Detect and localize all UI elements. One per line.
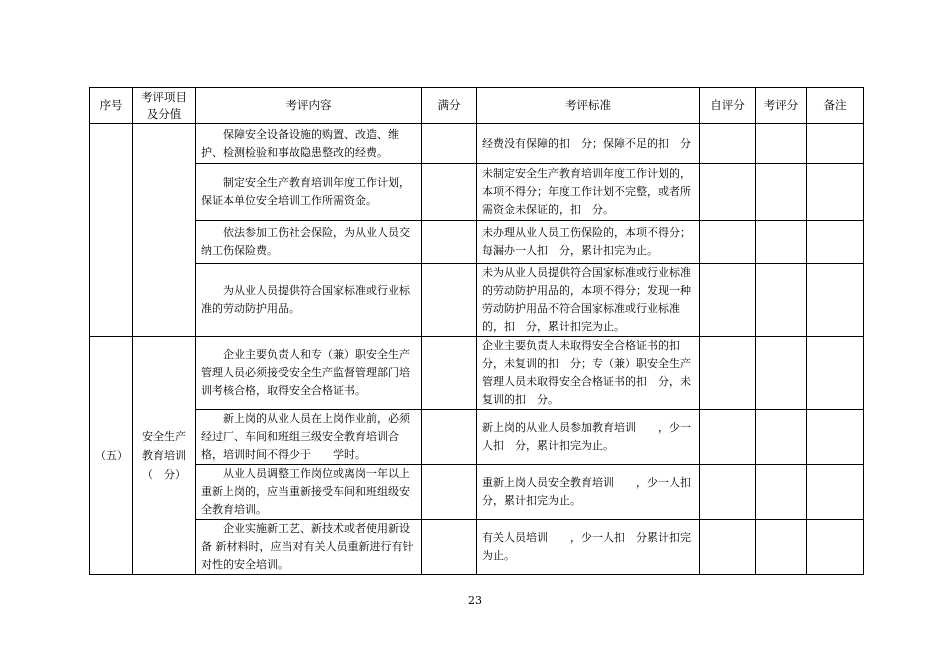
item-cell-empty	[133, 124, 196, 337]
section-item-line1: 安全生产	[142, 430, 186, 443]
note-cell	[807, 264, 864, 337]
full-cell	[422, 337, 477, 410]
standard-cell: 未办理从业人员工伤保险的，本项不得分；每漏办一人扣 分，累计扣完为止。	[477, 221, 700, 264]
self-score-cell	[700, 164, 756, 221]
self-score-cell	[700, 337, 756, 410]
review-score-cell	[756, 164, 807, 221]
section-item-line2: 教育培训	[142, 449, 186, 462]
header-review: 考评分	[756, 88, 807, 124]
self-score-cell	[700, 124, 756, 164]
full-cell	[422, 465, 477, 520]
table-row	[90, 465, 864, 520]
header-content: 考评内容	[196, 88, 422, 124]
table-row	[90, 124, 864, 164]
standard-cell: 企业主要负责人未取得安全合格证书的扣 分，未复训的扣 分；专（兼）职安全生产管理人员未取得安全合格证书的扣 分，未复训的扣 分。	[477, 337, 700, 410]
table-row	[90, 164, 864, 221]
review-score-cell	[756, 337, 807, 410]
full-cell	[422, 264, 477, 337]
review-score-cell	[756, 465, 807, 520]
header-self: 自评分	[700, 88, 756, 124]
table-row	[90, 520, 864, 575]
table-row	[90, 410, 864, 465]
self-score-cell	[700, 520, 756, 575]
full-cell	[422, 221, 477, 264]
content-cell: 制定安全生产教育培训年度工作计划，保证本单位安全培训工作所需资金。	[196, 164, 422, 221]
content-cell: 依法参加工伤社会保险，为从业人员交纳工伤保险费。	[196, 221, 422, 264]
section-seq: （五）	[90, 337, 133, 575]
self-score-cell	[700, 221, 756, 264]
standard-cell: 有关人员培训 ，少一人扣 分累计扣完为止。	[477, 520, 700, 575]
content-cell: 新上岗的从业人员在上岗作业前，必须经过厂、车间和班组三级安全教育培训合格，培训时间不得少于 学时。	[196, 410, 422, 465]
note-cell	[807, 124, 864, 164]
review-score-cell	[756, 264, 807, 337]
standard-cell: 经费没有保障的扣 分；保障不足的扣 分	[477, 124, 700, 164]
section-item	[133, 337, 196, 575]
content-cell: 保障安全设备设施的购置、改造、维护、检测检验和事故隐患整改的经费。	[196, 124, 422, 164]
review-score-cell	[756, 221, 807, 264]
standard-cell: 未为从业人员提供符合国家标准或行业标准的劳动防护用品的，本项不得分；发现一种劳动防护用品不符合国家标准或行业标准的，扣 分，累计扣完为止。	[477, 264, 700, 337]
review-score-cell	[756, 124, 807, 164]
note-cell	[807, 465, 864, 520]
standard-cell: 未制定安全生产教育培训年度工作计划的，本项不得分；年度工作计划不完整，或者所需资金未保证的，扣 分。	[477, 164, 700, 221]
standard-cell: 重新上岗人员安全教育培训 ，少一人扣 分，累计扣完为止。	[477, 465, 700, 520]
full-cell	[422, 410, 477, 465]
content-cell: 企业主要负责人和专（兼）职安全生产管理人员必须接受安全生产监督管理部门培训考核合格，取得安全合格证书。	[196, 337, 422, 410]
self-score-cell	[700, 410, 756, 465]
content-cell: 为从业人员提供符合国家标准或行业标准的劳动防护用品。	[196, 264, 422, 337]
full-cell	[422, 520, 477, 575]
self-score-cell	[700, 264, 756, 337]
full-cell	[422, 124, 477, 164]
section-item-line3: （ 分）	[142, 468, 186, 481]
table-row	[90, 221, 864, 264]
content-cell: 从业人员调整工作岗位或离岗一年以上重新上岗的，应当重新接受车间和班组级安全教育培训。	[196, 465, 422, 520]
header-standard: 考评标准	[477, 88, 700, 124]
note-cell	[807, 221, 864, 264]
note-cell	[807, 337, 864, 410]
review-score-cell	[756, 410, 807, 465]
full-cell	[422, 164, 477, 221]
table-header-row	[90, 88, 864, 124]
content-cell: 企业实施新工艺、新技术或者使用新设备 新材料时，应当对有关人员重新进行有针对性的安全培训。	[196, 520, 422, 575]
seq-cell-empty	[90, 124, 133, 337]
standard-cell: 新上岗的从业人员参加教育培训 ，少一人扣 分，累计扣完为止。	[477, 410, 700, 465]
note-cell	[807, 164, 864, 221]
note-cell	[807, 520, 864, 575]
header-item: 考评项目及分值	[133, 88, 196, 124]
table-row	[90, 337, 864, 410]
table-row	[90, 264, 864, 337]
header-seq: 序号	[90, 88, 133, 124]
header-note: 备注	[807, 88, 864, 124]
evaluation-table	[89, 87, 864, 575]
note-cell	[807, 410, 864, 465]
header-full: 满分	[422, 88, 477, 124]
review-score-cell	[756, 520, 807, 575]
self-score-cell	[700, 465, 756, 520]
page-number: 23	[468, 594, 482, 607]
